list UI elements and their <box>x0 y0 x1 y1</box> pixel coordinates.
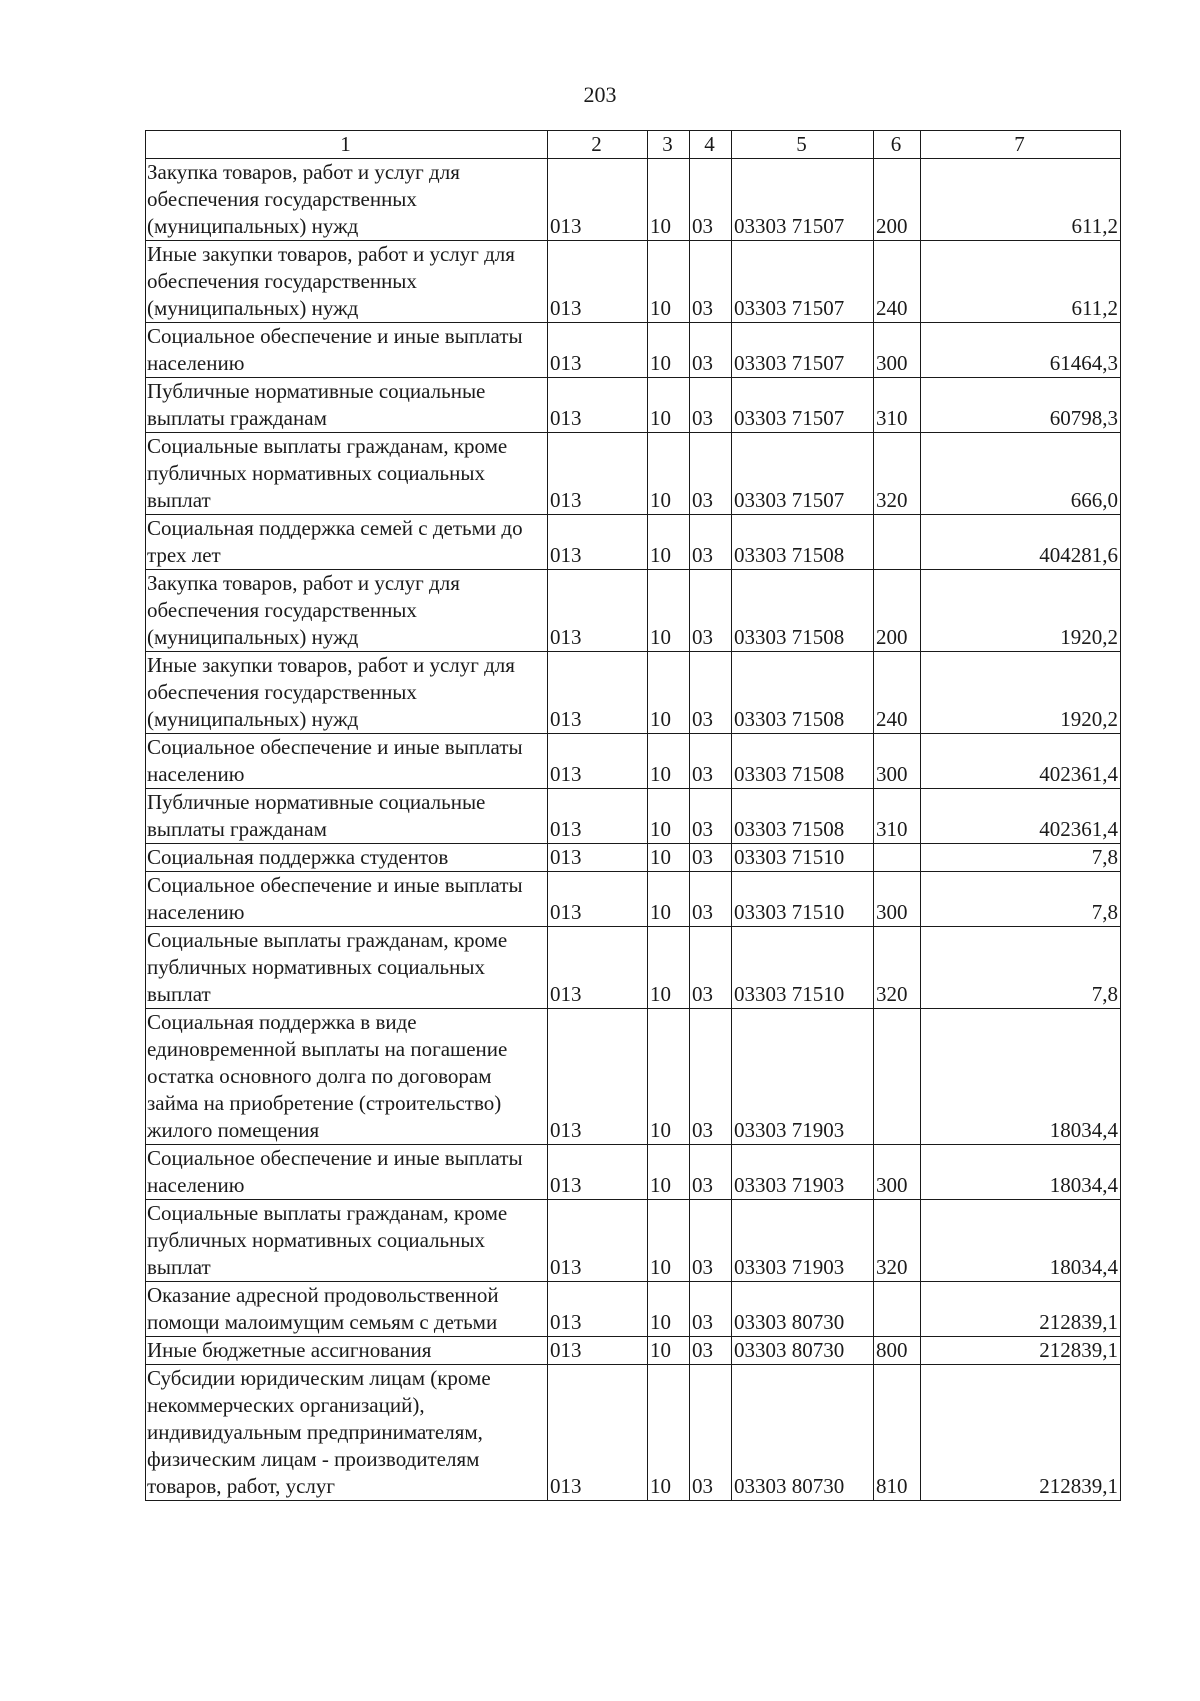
row-subsection-code: 03 <box>690 1282 732 1337</box>
row-target-article: 03303 80730 <box>732 1337 874 1365</box>
row-amount: 402361,4 <box>921 789 1121 844</box>
row-ministry-code: 013 <box>548 1145 648 1200</box>
table-row <box>146 844 1121 872</box>
table-row <box>146 1009 1121 1145</box>
row-ministry-code: 013 <box>548 570 648 652</box>
row-ministry-code: 013 <box>548 652 648 734</box>
row-expense-type: 320 <box>874 1200 921 1282</box>
row-expense-type <box>874 844 921 872</box>
row-amount: 212839,1 <box>921 1282 1121 1337</box>
row-ministry-code: 013 <box>548 378 648 433</box>
row-expense-type: 200 <box>874 570 921 652</box>
row-subsection-code: 03 <box>690 1365 732 1501</box>
row-target-article: 03303 71508 <box>732 734 874 789</box>
row-expense-type <box>874 1009 921 1145</box>
row-section-code: 10 <box>648 734 690 789</box>
row-subsection-code: 03 <box>690 515 732 570</box>
row-section-code: 10 <box>648 844 690 872</box>
column-header: 7 <box>921 131 1121 159</box>
row-section-code: 10 <box>648 1337 690 1365</box>
row-ministry-code: 013 <box>548 323 648 378</box>
row-expense-type: 200 <box>874 159 921 241</box>
row-section-code: 10 <box>648 1200 690 1282</box>
row-target-article: 03303 71507 <box>732 433 874 515</box>
row-expense-type: 320 <box>874 433 921 515</box>
row-name: Социальные выплаты гражданам, кроме публичных нормативных социальных выплат <box>146 927 548 1009</box>
row-subsection-code: 03 <box>690 1145 732 1200</box>
row-subsection-code: 03 <box>690 1337 732 1365</box>
row-amount: 666,0 <box>921 433 1121 515</box>
row-target-article: 03303 71508 <box>732 570 874 652</box>
row-target-article: 03303 71903 <box>732 1200 874 1282</box>
row-section-code: 10 <box>648 1009 690 1145</box>
row-ministry-code: 013 <box>548 1365 648 1501</box>
table-row <box>146 789 1121 844</box>
table-body <box>146 159 1121 1501</box>
row-subsection-code: 03 <box>690 927 732 1009</box>
row-expense-type: 310 <box>874 789 921 844</box>
row-amount: 404281,6 <box>921 515 1121 570</box>
page-number: 203 <box>583 82 617 107</box>
table-row <box>146 1365 1121 1501</box>
row-name: Публичные нормативные социальные выплаты гражданам <box>146 789 548 844</box>
row-section-code: 10 <box>648 927 690 1009</box>
row-target-article: 03303 71903 <box>732 1009 874 1145</box>
table-row <box>146 1145 1121 1200</box>
table-row <box>146 378 1121 433</box>
row-expense-type: 300 <box>874 734 921 789</box>
row-name: Социальное обеспечение и иные выплаты населению <box>146 872 548 927</box>
row-expense-type: 300 <box>874 872 921 927</box>
row-subsection-code: 03 <box>690 241 732 323</box>
row-target-article: 03303 71510 <box>732 872 874 927</box>
row-expense-type: 320 <box>874 927 921 1009</box>
row-subsection-code: 03 <box>690 1200 732 1282</box>
budget-table <box>145 130 1121 1501</box>
row-section-code: 10 <box>648 378 690 433</box>
row-name: Субсидии юридическим лицам (кроме некоммерческих организаций), индивидуальным предпринимателям, физическим лицам - производителям товаров, работ, услуг <box>146 1365 548 1501</box>
row-name: Иные бюджетные ассигнования <box>146 1337 548 1365</box>
row-section-code: 10 <box>648 159 690 241</box>
row-section-code: 10 <box>648 323 690 378</box>
row-subsection-code: 03 <box>690 159 732 241</box>
header-row <box>146 131 1121 159</box>
row-amount: 611,2 <box>921 159 1121 241</box>
row-amount: 212839,1 <box>921 1337 1121 1365</box>
row-amount: 61464,3 <box>921 323 1121 378</box>
row-amount: 1920,2 <box>921 570 1121 652</box>
row-name: Публичные нормативные социальные выплаты гражданам <box>146 378 548 433</box>
row-subsection-code: 03 <box>690 378 732 433</box>
row-ministry-code: 013 <box>548 789 648 844</box>
row-subsection-code: 03 <box>690 433 732 515</box>
row-subsection-code: 03 <box>690 844 732 872</box>
row-expense-type: 310 <box>874 378 921 433</box>
row-section-code: 10 <box>648 652 690 734</box>
row-target-article: 03303 80730 <box>732 1282 874 1337</box>
row-target-article: 03303 71507 <box>732 241 874 323</box>
row-expense-type <box>874 515 921 570</box>
row-subsection-code: 03 <box>690 872 732 927</box>
row-subsection-code: 03 <box>690 570 732 652</box>
row-name: Закупка товаров, работ и услуг для обеспечения государственных (муниципальных) нужд <box>146 159 548 241</box>
row-name: Социальные выплаты гражданам, кроме публичных нормативных социальных выплат <box>146 1200 548 1282</box>
row-target-article: 03303 71508 <box>732 652 874 734</box>
row-section-code: 10 <box>648 1365 690 1501</box>
row-target-article: 03303 71508 <box>732 789 874 844</box>
row-target-article: 03303 80730 <box>732 1365 874 1501</box>
table-row <box>146 323 1121 378</box>
row-section-code: 10 <box>648 515 690 570</box>
row-section-code: 10 <box>648 570 690 652</box>
table-row <box>146 652 1121 734</box>
row-ministry-code: 013 <box>548 844 648 872</box>
row-ministry-code: 013 <box>548 1337 648 1365</box>
row-name: Социальная поддержка в виде единовременной выплаты на погашение остатка основного долга по договорам займа на приобретение (строительство) жилого помещения <box>146 1009 548 1145</box>
row-name: Иные закупки товаров, работ и услуг для обеспечения государственных (муниципальных) нужд <box>146 652 548 734</box>
column-header: 5 <box>732 131 874 159</box>
row-name: Социальное обеспечение и иные выплаты населению <box>146 323 548 378</box>
column-header: 6 <box>874 131 921 159</box>
row-expense-type: 300 <box>874 323 921 378</box>
row-subsection-code: 03 <box>690 1009 732 1145</box>
row-subsection-code: 03 <box>690 789 732 844</box>
row-name: Социальные выплаты гражданам, кроме публичных нормативных социальных выплат <box>146 433 548 515</box>
row-ministry-code: 013 <box>548 1009 648 1145</box>
row-name: Оказание адресной продовольственной помощи малоимущим семьям с детьми <box>146 1282 548 1337</box>
row-name: Социальная поддержка студентов <box>146 844 548 872</box>
row-target-article: 03303 71508 <box>732 515 874 570</box>
table-row <box>146 1282 1121 1337</box>
table-row <box>146 927 1121 1009</box>
row-ministry-code: 013 <box>548 515 648 570</box>
row-ministry-code: 013 <box>548 159 648 241</box>
row-amount: 212839,1 <box>921 1365 1121 1501</box>
row-name: Закупка товаров, работ и услуг для обеспечения государственных (муниципальных) нужд <box>146 570 548 652</box>
column-header: 3 <box>648 131 690 159</box>
row-amount: 402361,4 <box>921 734 1121 789</box>
row-subsection-code: 03 <box>690 652 732 734</box>
row-ministry-code: 013 <box>548 927 648 1009</box>
row-expense-type: 800 <box>874 1337 921 1365</box>
row-target-article: 03303 71510 <box>732 927 874 1009</box>
row-subsection-code: 03 <box>690 323 732 378</box>
row-name: Социальное обеспечение и иные выплаты населению <box>146 734 548 789</box>
row-expense-type <box>874 1282 921 1337</box>
table-row <box>146 570 1121 652</box>
row-target-article: 03303 71903 <box>732 1145 874 1200</box>
column-header: 4 <box>690 131 732 159</box>
row-section-code: 10 <box>648 241 690 323</box>
column-header: 2 <box>548 131 648 159</box>
table-row <box>146 241 1121 323</box>
table-row <box>146 1337 1121 1365</box>
row-section-code: 10 <box>648 789 690 844</box>
row-section-code: 10 <box>648 1282 690 1337</box>
row-ministry-code: 013 <box>548 1282 648 1337</box>
table-row <box>146 433 1121 515</box>
table-row <box>146 159 1121 241</box>
row-amount: 18034,4 <box>921 1145 1121 1200</box>
row-expense-type: 810 <box>874 1365 921 1501</box>
row-expense-type: 240 <box>874 241 921 323</box>
row-ministry-code: 013 <box>548 241 648 323</box>
row-target-article: 03303 71507 <box>732 323 874 378</box>
table-row <box>146 734 1121 789</box>
row-amount: 611,2 <box>921 241 1121 323</box>
row-name: Социальная поддержка семей с детьми до трех лет <box>146 515 548 570</box>
row-ministry-code: 013 <box>548 433 648 515</box>
row-expense-type: 240 <box>874 652 921 734</box>
table-row <box>146 1200 1121 1282</box>
row-target-article: 03303 71507 <box>732 378 874 433</box>
row-section-code: 10 <box>648 433 690 515</box>
table-row <box>146 872 1121 927</box>
row-ministry-code: 013 <box>548 872 648 927</box>
row-subsection-code: 03 <box>690 734 732 789</box>
row-amount: 18034,4 <box>921 1200 1121 1282</box>
row-amount: 7,8 <box>921 927 1121 1009</box>
row-name: Иные закупки товаров, работ и услуг для обеспечения государственных (муниципальных) нужд <box>146 241 548 323</box>
row-amount: 60798,3 <box>921 378 1121 433</box>
row-target-article: 03303 71507 <box>732 159 874 241</box>
row-amount: 1920,2 <box>921 652 1121 734</box>
row-amount: 7,8 <box>921 844 1121 872</box>
table-row <box>146 515 1121 570</box>
column-header: 1 <box>146 131 548 159</box>
row-name: Социальное обеспечение и иные выплаты населению <box>146 1145 548 1200</box>
row-section-code: 10 <box>648 1145 690 1200</box>
row-expense-type: 300 <box>874 1145 921 1200</box>
row-target-article: 03303 71510 <box>732 844 874 872</box>
row-ministry-code: 013 <box>548 1200 648 1282</box>
row-amount: 18034,4 <box>921 1009 1121 1145</box>
row-amount: 7,8 <box>921 872 1121 927</box>
row-section-code: 10 <box>648 872 690 927</box>
row-ministry-code: 013 <box>548 734 648 789</box>
